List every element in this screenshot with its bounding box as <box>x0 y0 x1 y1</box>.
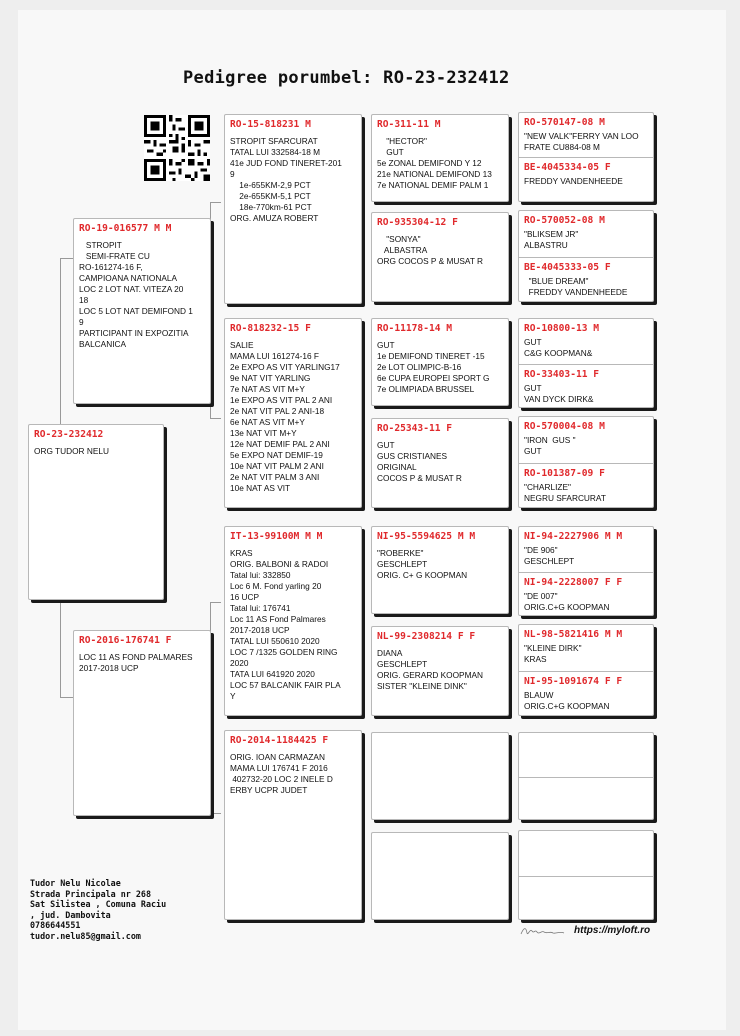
ring-number: RO-23-232412 <box>34 429 104 440</box>
info-line: 1e DEMIFOND TINERET -15 <box>377 351 485 361</box>
ring-number: RO-11178-14 M <box>377 323 453 334</box>
info-line: RO-161274-16 F, <box>79 262 143 272</box>
info-line: GESCHLEPT <box>524 556 575 566</box>
info-line: GUT <box>524 446 542 456</box>
info-line: VAN DYCK DIRK& <box>524 394 594 404</box>
info-line: LOC 11 AS FOND PALMARES <box>79 652 193 662</box>
info-line: ALBASTRA <box>377 245 428 255</box>
ring-number: RO-570004-08 M <box>524 421 605 432</box>
info-line: GUT <box>377 340 395 350</box>
owner-village: Sat Silistea , Comuna Raciu <box>30 899 167 909</box>
info-line: Loc 11 AS Fond Palmares <box>230 614 326 624</box>
pigeon-card-gen3-2 <box>371 212 509 302</box>
info-line: ALBASTRU <box>524 240 568 250</box>
info-line: "BLUE DREAM" <box>524 276 589 286</box>
info-line: CAMPIOANA NATIONALA <box>79 273 178 283</box>
info-line: 18e-770km-61 PCT <box>230 202 312 212</box>
info-line: C&G KOOPMAN& <box>524 348 593 358</box>
info-line: 1e-655KM-2,9 PCT <box>230 180 311 190</box>
owner-phone: 0786644551 <box>30 920 81 930</box>
owner-email: tudor.nelu85@gmail.com <box>30 930 141 941</box>
page-title: Pedigree porumbel: RO-23-232412 <box>183 68 510 88</box>
info-line: 18 <box>79 295 89 305</box>
info-line: STROPIT SFARCURAT <box>230 136 318 146</box>
ring-number: RO-15-818231 M <box>230 119 311 130</box>
pigeon-card-gen3-5 <box>371 526 509 614</box>
info-line: ORIG. IOAN CARMAZAN <box>230 752 325 762</box>
pigeon-card-gen4-pair-7-empty <box>518 732 654 820</box>
info-line: 2017-2018 UCP <box>230 625 290 635</box>
info-line: SEMI-FRATE CU <box>79 251 150 261</box>
info-line: 2e-655KM-5,1 PCT <box>230 191 311 201</box>
pigeon-card-gen4-pair-4 <box>518 416 654 508</box>
info-line: 13e NAT VIT M+Y <box>230 428 297 438</box>
info-line: ORG COCOS P & MUSAT R <box>377 256 484 266</box>
info-line: GUT <box>377 440 395 450</box>
owner-address <box>30 878 166 941</box>
pigeon-card-father <box>73 218 211 404</box>
info-line: ORIG.C+G KOOPMAN <box>524 701 610 711</box>
info-line: BLAUW <box>524 690 554 700</box>
ring-number: NI-95-5594625 M M <box>377 531 476 542</box>
info-line: 9 <box>230 169 235 179</box>
pigeon-card-gen3-3 <box>371 318 509 406</box>
ring-number: RO-935304-12 F <box>377 217 458 228</box>
info-line: 7e NAT AS VIT M+Y <box>230 384 305 394</box>
info-line: 9e NAT VIT YARLING <box>230 373 311 383</box>
info-line: GUT <box>524 383 542 393</box>
ring-number: RO-2016-176741 F <box>79 635 172 646</box>
info-line: LOC 7 /1325 GOLDEN RING <box>230 647 338 657</box>
info-line: FREDDY VANDENHEEDE <box>524 176 623 186</box>
info-line: FREDDY VANDENHEEDE <box>524 287 628 297</box>
info-line: "BLIKSEM JR" <box>524 229 579 239</box>
pigeon-card-gen4-pair-1 <box>518 112 654 202</box>
pigeon-card-gen4-pair-8-empty <box>518 830 654 920</box>
info-line: ORIG. C+ G KOOPMAN <box>377 570 468 580</box>
info-line: LOC 57 BALCANIK FAIR PLA <box>230 680 341 690</box>
info-line: KRAS <box>230 548 253 558</box>
info-line: MAMA LUI 161274-16 F <box>230 351 320 361</box>
pigeon-card-gen4-pair-3 <box>518 318 654 408</box>
info-line: Y <box>230 691 236 701</box>
info-line: ORIG. BALBONI & RADOI <box>230 559 329 569</box>
ring-number: RO-25343-11 F <box>377 423 453 434</box>
signature-icon <box>520 925 570 937</box>
info-line: ORG. AMUZA ROBERT <box>230 213 319 223</box>
info-line: ORIG.C+G KOOPMAN <box>524 602 610 612</box>
qr-code-icon <box>144 115 210 181</box>
info-line: 12e NAT DEMIF PAL 2 ANI <box>230 439 330 449</box>
pigeon-card-gen3-6 <box>371 626 509 716</box>
ring-number: BE-4045333-05 F <box>524 262 611 273</box>
ring-number: RO-818232-15 F <box>230 323 311 334</box>
info-line: LOC 2 LOT NAT. VITEZA 20 <box>79 284 184 294</box>
info-line: ORIG. GERARD KOOPMAN <box>377 670 484 680</box>
info-line: PARTICIPANT IN EXPOZITIA <box>79 328 189 338</box>
pigeon-card-gen3-1 <box>371 114 509 202</box>
info-line: MAMA LUI 176741 F 2016 <box>230 763 328 773</box>
info-line: ORIGINAL <box>377 462 417 472</box>
ring-number: RO-570052-08 M <box>524 215 605 226</box>
pigeon-card-gen2-2 <box>224 318 362 508</box>
info-line: ERBY UCPR JUDET <box>230 785 308 795</box>
ring-number: RO-311-11 M <box>377 119 441 130</box>
info-line: GUT <box>524 337 542 347</box>
ring-number: RO-101387-09 F <box>524 468 605 479</box>
info-line: SISTER "KLEINE DINK" <box>377 681 467 691</box>
pigeon-card-gen3-7-empty <box>371 732 509 820</box>
owner-street: Strada Principala nr 268 <box>30 888 152 899</box>
ring-number: RO-570147-08 M <box>524 117 605 128</box>
info-line: "HECTOR" <box>377 136 428 146</box>
info-line: "CHARLIZE" <box>524 482 571 492</box>
info-line: 7e OLIMPIADA BRUSSEL <box>377 384 475 394</box>
pigeon-card-gen4-pair-2 <box>518 210 654 302</box>
info-line: STROPIT <box>79 240 122 250</box>
info-line: "ROBERKE" <box>377 548 424 558</box>
info-line: NEGRU SFARCURAT <box>524 493 606 503</box>
info-line: 10e NAT AS VIT <box>230 483 291 493</box>
info-line: GESCHLEPT <box>377 659 428 669</box>
ring-number: RO-19-016577 M M <box>79 223 172 234</box>
ring-number: RO-10800-13 M <box>524 323 600 334</box>
pigeon-card-gen2-4 <box>224 730 362 920</box>
info-line: 5e ZONAL DEMIFOND Y 12 <box>377 158 482 168</box>
info-line: BALCANICA <box>79 339 127 349</box>
info-line: 41e JUD FOND TINERET-201 <box>230 158 342 168</box>
pigeon-card-subject <box>28 424 164 600</box>
info-line: COCOS P & MUSAT R <box>377 473 462 483</box>
info-line: 21e NATIONAL DEMIFOND 13 <box>377 169 492 179</box>
ring-number: RO-2014-1184425 F <box>230 735 329 746</box>
info-line: 9 <box>79 317 84 327</box>
info-line: 2020 <box>230 658 249 668</box>
info-line: TATAL LUI 550610 2020 <box>230 636 320 646</box>
info-line: TATAL LUI 332584-18 M <box>230 147 321 157</box>
info-line: 16 UCP <box>230 592 260 602</box>
info-line: LOC 5 LOT NAT DEMIFOND 1 <box>79 306 193 316</box>
info-line: 2e NAT VIT PAL 2 ANI-18 <box>230 406 325 416</box>
info-line: 7e NATIONAL DEMIF PALM 1 <box>377 180 489 190</box>
info-line: 1e EXPO AS VIT PAL 2 ANI <box>230 395 333 405</box>
info-line: ORG TUDOR NELU <box>34 446 109 456</box>
info-line: 5e EXPO NAT DEMIF-19 <box>230 450 323 460</box>
ring-number: NI-95-1091674 F F <box>524 676 623 687</box>
ring-number: NL-98-5821416 M M <box>524 629 623 640</box>
info-line: 6e CUPA EUROPEI SPORT G <box>377 373 490 383</box>
connector-mother <box>210 602 221 814</box>
pigeon-card-gen3-8-empty <box>371 832 509 920</box>
pigeon-card-gen4-pair-5 <box>518 526 654 616</box>
info-line: SALIE <box>230 340 254 350</box>
info-line: 2e EXPO AS VIT YARLING17 <box>230 362 340 372</box>
info-line: "SONYA" <box>377 234 421 244</box>
info-line: 2e NAT VIT PALM 3 ANI <box>230 472 320 482</box>
info-line: Loc 6 M. Fond yarling 20 <box>230 581 322 591</box>
pigeon-card-gen2-1 <box>224 114 362 304</box>
owner-county: , jud. Dambovita <box>30 909 111 920</box>
info-line: "IRON GUS " <box>524 435 576 445</box>
pigeon-card-gen2-3 <box>224 526 362 716</box>
ring-number: NI-94-2228007 F F <box>524 577 623 588</box>
info-line: Tatal lui: 176741 <box>230 603 291 613</box>
ring-number: IT-13-99100M M M <box>230 531 323 542</box>
connector-father <box>210 202 221 419</box>
pigeon-card-gen4-pair-6 <box>518 624 654 716</box>
pigeon-card-mother <box>73 630 211 816</box>
info-line: DIANA <box>377 648 403 658</box>
info-line: "DE 007" <box>524 591 558 601</box>
pigeon-card-gen3-4 <box>371 418 509 508</box>
info-line: 2017-2018 UCP <box>79 663 139 673</box>
website-link[interactable]: https://myloft.ro <box>574 925 651 936</box>
owner-name: Tudor Nelu Nicolae <box>30 878 121 888</box>
info-line: FRATE CU884-08 M <box>524 142 600 152</box>
info-line: Tatal lui: 332850 <box>230 570 291 580</box>
info-line: GUS CRISTIANES <box>377 451 448 461</box>
info-line: TATA LUI 641920 2020 <box>230 669 315 679</box>
ring-number: NI-94-2227906 M M <box>524 531 623 542</box>
info-line: 402732-20 LOC 2 INELE D <box>230 774 333 784</box>
info-line: "DE 906" <box>524 545 558 555</box>
info-line: 10e NAT VIT PALM 2 ANI <box>230 461 324 471</box>
ring-number: RO-33403-11 F <box>524 369 600 380</box>
info-line: 2e LOT OLIMPIC-B-16 <box>377 362 462 372</box>
info-line: "KLEINE DIRK" <box>524 643 582 653</box>
info-line: GESCHLEPT <box>377 559 428 569</box>
info-line: KRAS <box>524 654 547 664</box>
info-line: "NEW VALK"FERRY VAN LOO <box>524 131 639 141</box>
ring-number: BE-4045334-05 F <box>524 162 611 173</box>
info-line: 6e NAT AS VIT M+Y <box>230 417 305 427</box>
ring-number: NL-99-2308214 F F <box>377 631 476 642</box>
info-line: GUT <box>377 147 404 157</box>
